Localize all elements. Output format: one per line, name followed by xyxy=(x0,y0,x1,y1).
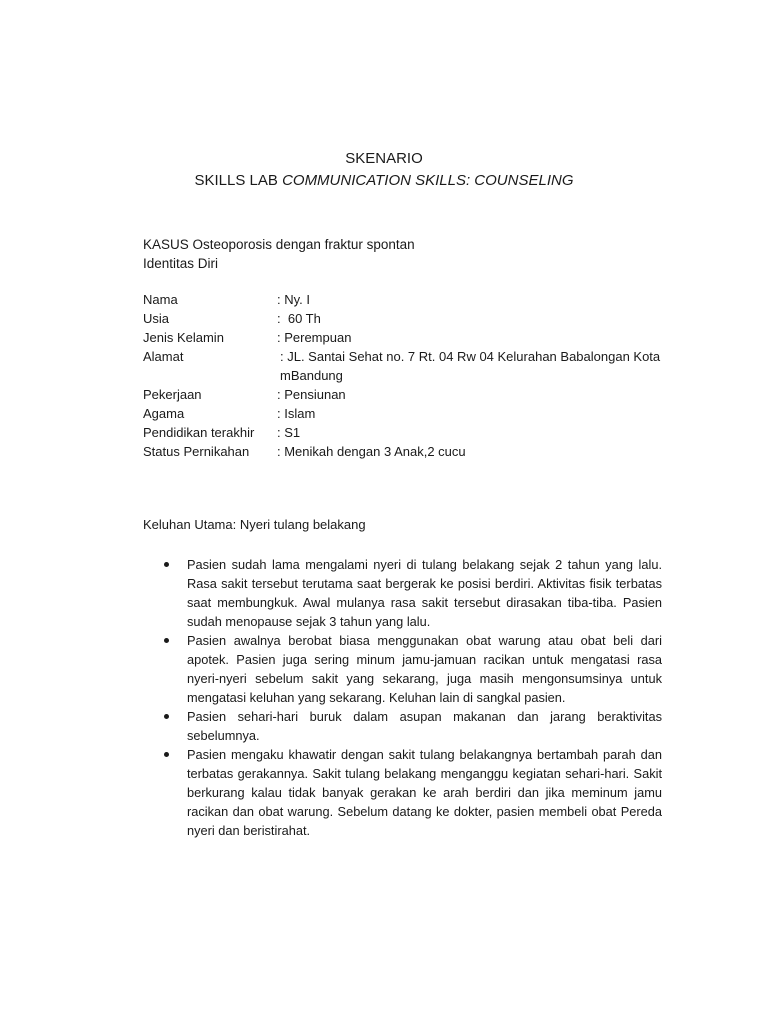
bullet-icon xyxy=(164,714,169,719)
identity-row xyxy=(143,423,683,442)
identity-row xyxy=(143,309,683,328)
identity-label: Usia xyxy=(143,311,170,326)
list-item xyxy=(160,745,662,840)
bullet-icon xyxy=(164,638,169,643)
identity-label: Agama xyxy=(143,406,185,421)
list-item xyxy=(160,707,662,745)
identity-row xyxy=(143,442,683,461)
subtitle-italic: COMMUNICATION SKILLS: COUNSELING xyxy=(282,172,574,189)
list-item-text: Pasien sudah lama mengalami nyeri di tulang belakang sejak 2 tahun yang lalu. Rasa sakit tersebut terutama saat bergerak ke posisi berdiri. Aktivitas fisik terbatas saat membungkuk. Awal mulanya rasa sakit tersebut dirasakan tiba-tiba. Pasien sudah menopause sejak 3 tahun yang lalu. xyxy=(187,557,662,629)
bullet-icon xyxy=(164,752,169,757)
title-block xyxy=(0,148,768,192)
identity-row xyxy=(143,347,683,385)
identity-value: : S1 xyxy=(277,425,301,440)
section-heading: Identitas Diri xyxy=(143,256,219,271)
identity-table xyxy=(143,290,683,461)
identity-label: Status Pernikahan xyxy=(143,444,250,459)
history-list xyxy=(160,555,662,840)
list-item-text: Pasien sehari-hari buruk dalam asupan makanan dan jarang beraktivitas sebelumnya. xyxy=(187,709,662,743)
document-subtitle xyxy=(0,170,768,192)
bullet-icon xyxy=(164,562,169,567)
identity-label: Alamat xyxy=(143,349,184,364)
identity-label: Jenis Kelamin xyxy=(143,330,224,345)
identity-row xyxy=(143,385,683,404)
identity-value: : Menikah dengan 3 Anak,2 cucu xyxy=(277,444,466,459)
document-title: SKENARIO xyxy=(345,150,423,167)
list-item-text: Pasien awalnya berobat biasa menggunakan obat warung atau obat beli dari apotek. Pasien juga sering minum jamu-jamuan racikan untuk mengatasi rasa nyeri-nyeri sebelum sakit yang sekarang, juga masih mengonsumsinya untuk mengatasi keluhan yang sekarang. Keluhan lain di sangkal pasien. xyxy=(187,633,662,705)
subtitle-prefix: SKILLS LAB xyxy=(194,172,283,189)
identity-row xyxy=(143,328,683,347)
identity-label: Pekerjaan xyxy=(143,387,202,402)
list-item xyxy=(160,555,662,631)
case-block xyxy=(143,235,415,273)
list-item xyxy=(160,631,662,707)
list-item-text: Pasien mengaku khawatir dengan sakit tulang belakangnya bertambah parah dan terbatas gerakannya. Sakit tulang belakang menganggu kegiatan sehari-hari. Sakit berkurang kalau tidak banyak gerakan ke arah berdiri dan jika meminum jamu racikan dan obat warung. Sebelum datang ke dokter, pasien membeli obat Pereda nyeri dan beristirahat. xyxy=(187,747,662,838)
case-title: KASUS Osteoporosis dengan fraktur spontan xyxy=(143,237,415,252)
identity-label: Nama xyxy=(143,292,178,307)
identity-value: : JL. Santai Sehat no. 7 Rt. 04 Rw 04 Kelurahan Babalongan Kota mBandung xyxy=(280,349,661,383)
identity-label: Pendidikan terakhir xyxy=(143,425,255,440)
identity-value: : Perempuan xyxy=(277,330,352,345)
identity-row xyxy=(143,290,683,309)
identity-row xyxy=(143,404,683,423)
identity-value: : Islam xyxy=(277,406,316,421)
identity-value: : Pensiunan xyxy=(277,387,346,402)
identity-value: : 60 Th xyxy=(277,311,321,326)
identity-value: : Ny. I xyxy=(277,292,310,307)
chief-complaint: Keluhan Utama: Nyeri tulang belakang xyxy=(143,517,366,532)
